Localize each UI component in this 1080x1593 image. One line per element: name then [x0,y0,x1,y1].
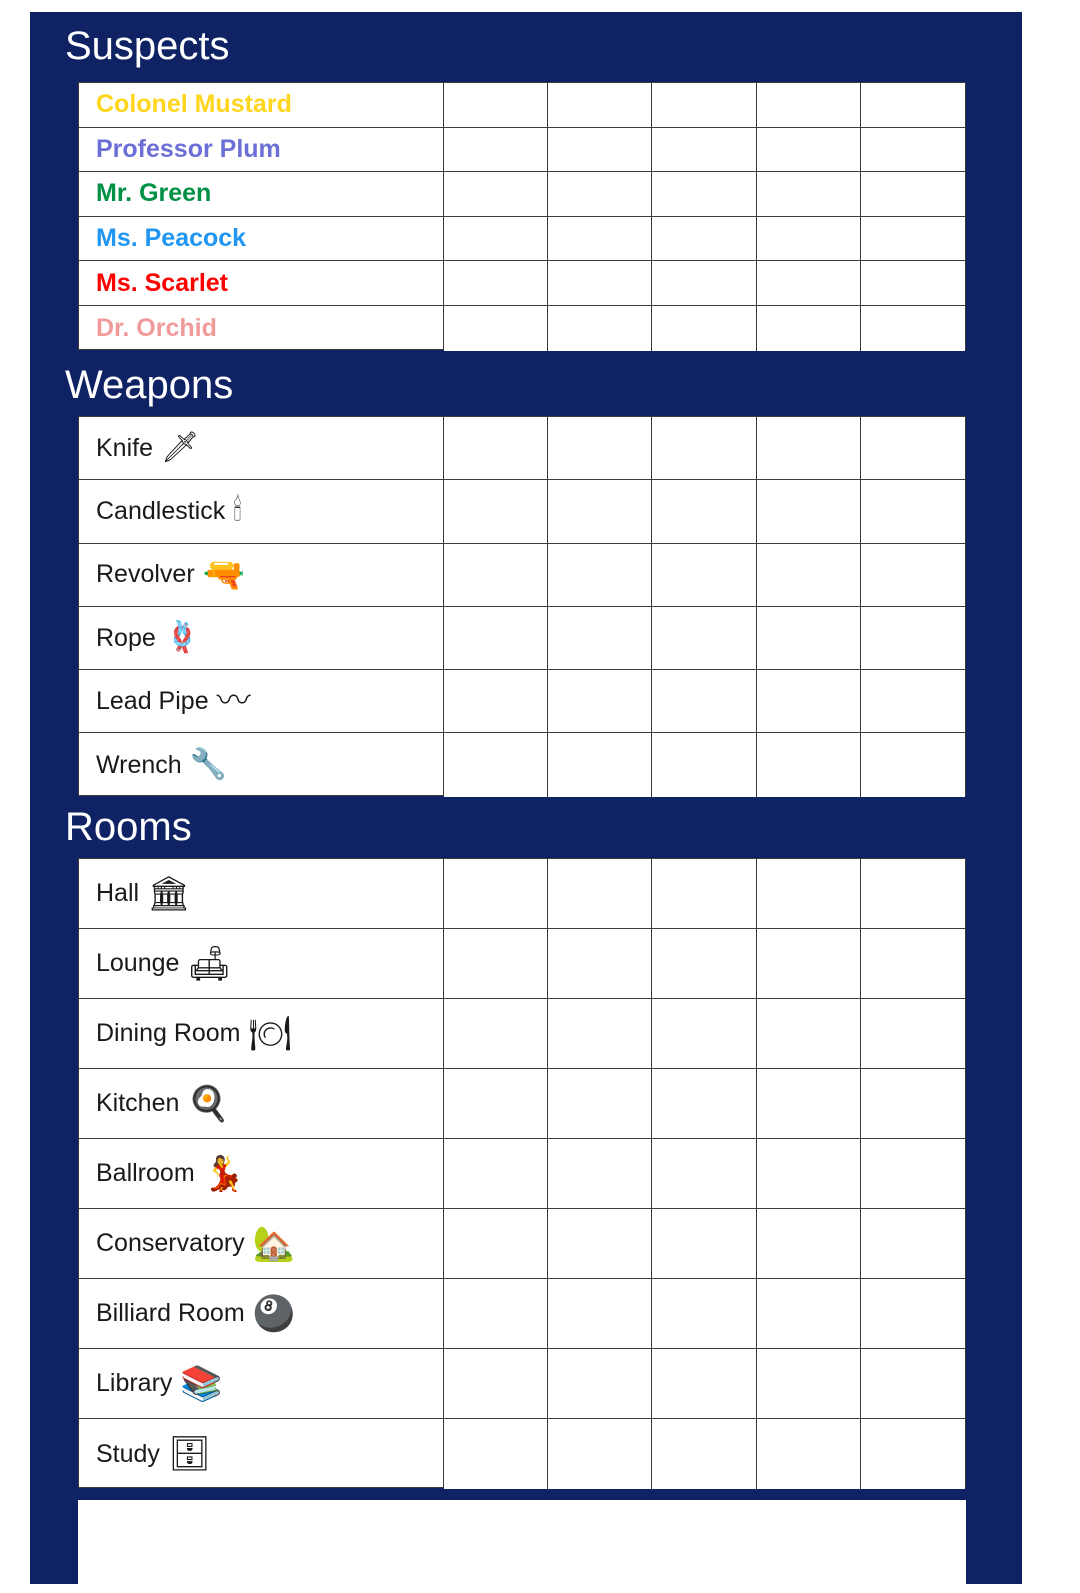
grid-cell[interactable] [861,1139,965,1209]
grid-cell[interactable] [444,1209,548,1279]
room-name: Billiard Room [96,1299,245,1327]
grid-cell[interactable] [861,859,965,929]
grid-cell[interactable] [444,480,548,543]
grid-cell[interactable] [652,929,756,999]
grid-cell[interactable] [444,1419,548,1489]
weapon-label [79,433,199,463]
stove-icon: 🍳 [187,1084,230,1123]
table-row[interactable] [79,1139,443,1209]
grid-row [444,859,965,929]
billiard-table-icon: 🎱 [252,1294,296,1333]
grid-cell[interactable] [548,1349,652,1419]
grid-cell[interactable] [757,999,861,1069]
grid-cell[interactable] [861,1349,965,1419]
grid-cell[interactable] [652,1209,756,1279]
grid-cell[interactable] [757,306,861,351]
grid-cell[interactable] [444,733,548,796]
grid-cell[interactable] [652,544,756,607]
weapon-label [79,623,201,653]
grid-cell[interactable] [861,670,965,733]
suspects-label-column [79,83,443,349]
grid-cell[interactable] [757,1209,861,1279]
grid-cell[interactable] [548,83,652,128]
grid-cell[interactable] [548,217,652,262]
grid-cell[interactable] [548,172,652,217]
table-row[interactable] [79,999,443,1069]
room-label [79,1224,296,1263]
grid-cell[interactable] [757,128,861,173]
grid-row [444,217,965,262]
table-row[interactable] [79,83,443,128]
grid-row [444,1279,965,1349]
grid-cell[interactable] [861,999,965,1069]
grid-cell[interactable] [861,929,965,999]
grid-cell[interactable] [861,733,965,796]
grid-row [444,1139,965,1209]
grid-cell[interactable] [652,417,756,480]
grid-cell[interactable] [861,1279,965,1349]
grid-row [444,607,965,670]
desk-icon: 🗄 [167,1435,212,1473]
grid-cell[interactable] [757,670,861,733]
grid-row [444,999,965,1069]
fireplace-icon: 🏛 [147,874,191,913]
grid-cell[interactable] [861,306,965,351]
wrench-icon: 🔧 [189,748,228,782]
board-right-margin [1022,12,1030,1584]
grid-cell[interactable] [861,261,965,306]
grid-cell[interactable] [652,1279,756,1349]
grid-cell[interactable] [652,1069,756,1139]
weapon-name: Knife [96,433,153,462]
grid-cell[interactable] [652,128,756,173]
table-row[interactable] [79,859,443,929]
grid-cell[interactable] [652,261,756,306]
grid-cell[interactable] [548,607,652,670]
grid-cell[interactable] [861,217,965,262]
room-name: Study [96,1439,160,1468]
grid-cell[interactable] [652,1349,756,1419]
weapons-checkbox-grid [444,417,965,795]
room-name: Kitchen [96,1089,180,1117]
suspect-name: Professor Plum [96,134,281,163]
rooms-checkbox-grid [444,859,965,1487]
suspect-name: Ms. Peacock [96,224,247,253]
table-row[interactable] [79,261,443,306]
grid-cell[interactable] [444,306,548,351]
grid-cell[interactable] [652,999,756,1069]
grid-cell[interactable] [652,670,756,733]
grid-cell[interactable] [757,83,861,128]
table-row[interactable] [79,172,443,217]
grid-cell[interactable] [444,1279,548,1349]
grid-row [444,670,965,733]
grid-cell[interactable] [757,417,861,480]
grid-cell[interactable] [548,1209,652,1279]
rooms-panel [78,858,966,1488]
grid-cell[interactable] [444,217,548,262]
greenhouse-icon: 🏡 [252,1224,296,1263]
grid-row [444,1069,965,1139]
lead-pipe-icon: 〰 [216,682,251,721]
grid-cell[interactable] [548,670,652,733]
table-row[interactable] [79,544,443,607]
weapon-name: Wrench [96,750,182,779]
room-name: Dining Room [96,1019,241,1047]
dancers-icon: 💃 [202,1154,245,1193]
weapon-name: Rope [96,623,156,652]
grid-cell[interactable] [757,1349,861,1419]
weapon-label [79,496,242,526]
suspect-name: Ms. Scarlet [96,268,229,297]
grid-cell[interactable] [757,1139,861,1209]
couch-icon: 🛋 [187,944,231,983]
grid-cell[interactable] [861,172,965,217]
table-row[interactable] [79,929,443,999]
grid-cell[interactable] [548,544,652,607]
grid-cell[interactable] [548,1419,652,1489]
grid-row [444,261,965,306]
section-heading-rooms: Rooms [65,805,192,849]
grid-row [444,83,965,128]
grid-cell[interactable] [652,607,756,670]
grid-cell[interactable] [444,607,548,670]
grid-row [444,1209,965,1279]
grid-cell[interactable] [652,1419,756,1489]
grid-row [444,544,965,607]
rooms-label-column [79,859,443,1487]
grid-cell[interactable] [652,172,756,217]
grid-cell[interactable] [444,83,548,128]
grid-cell[interactable] [444,417,548,480]
grid-cell[interactable] [652,733,756,796]
table-row[interactable] [79,217,443,262]
room-name: Lounge [96,949,180,977]
grid-cell[interactable] [757,544,861,607]
grid-cell[interactable] [757,261,861,306]
grid-cell[interactable] [548,306,652,351]
table-row[interactable] [79,733,443,796]
suspect-name: Colonel Mustard [96,90,292,119]
room-name: Conservatory [96,1229,245,1257]
table-row[interactable] [79,1069,443,1139]
table-row[interactable] [79,306,443,351]
grid-cell[interactable] [757,172,861,217]
weapon-name: Lead Pipe [96,686,209,715]
grid-cell[interactable] [652,83,756,128]
grid-cell[interactable] [757,733,861,796]
grid-cell[interactable] [757,217,861,262]
grid-cell[interactable] [548,1069,652,1139]
table-row[interactable] [79,670,443,733]
grid-cell[interactable] [861,1209,965,1279]
revolver-icon: 🔫 [202,555,245,594]
table-row[interactable] [79,607,443,670]
grid-cell[interactable] [444,1139,548,1209]
grid-cell[interactable] [757,859,861,929]
grid-cell[interactable] [444,859,548,929]
grid-cell[interactable] [548,1139,652,1209]
grid-row [444,417,965,480]
grid-cell[interactable] [548,128,652,173]
room-label [79,1084,230,1123]
footer-white-area [78,1500,966,1584]
room-label [79,1294,296,1333]
grid-row [444,306,965,351]
grid-cell[interactable] [652,1139,756,1209]
table-row[interactable] [79,417,443,480]
weapons-label-column [79,417,443,795]
grid-cell[interactable] [444,128,548,173]
section-heading-weapons: Weapons [65,363,234,407]
grid-cell[interactable] [652,306,756,351]
candlestick-icon: 🕯 [233,494,242,528]
grid-cell[interactable] [444,1349,548,1419]
grid-row [444,929,965,999]
room-label [79,874,191,913]
grid-cell[interactable] [444,544,548,607]
grid-cell[interactable] [548,999,652,1069]
room-label [79,944,231,983]
grid-cell[interactable] [444,670,548,733]
room-label [79,1014,292,1053]
grid-cell[interactable] [861,480,965,543]
rope-icon: 🪢 [163,621,202,655]
suspects-checkbox-grid [444,83,965,349]
room-label [79,1154,245,1193]
grid-cell[interactable] [861,128,965,173]
grid-row [444,733,965,796]
grid-cell[interactable] [757,480,861,543]
weapon-label [79,750,227,780]
books-icon: 📚 [180,1364,223,1403]
room-label [79,1437,211,1471]
suspects-panel [78,82,966,350]
weapon-label [79,555,245,594]
suspect-name: Dr. Orchid [96,313,217,342]
grid-cell[interactable] [757,1069,861,1139]
weapon-label [79,682,251,721]
grid-cell[interactable] [548,1279,652,1349]
grid-row [444,172,965,217]
grid-cell[interactable] [548,261,652,306]
grid-row [444,1349,965,1419]
grid-cell[interactable] [861,417,965,480]
table-row[interactable] [79,1419,443,1489]
table-row[interactable] [79,1209,443,1279]
grid-cell[interactable] [757,607,861,670]
table-row[interactable] [79,480,443,543]
grid-cell[interactable] [444,172,548,217]
grid-cell[interactable] [861,1069,965,1139]
grid-cell[interactable] [757,1419,861,1489]
weapons-panel [78,416,966,796]
room-label [79,1364,223,1403]
weapon-name: Candlestick [96,496,226,525]
weapon-name: Revolver [96,560,195,589]
grid-cell[interactable] [548,480,652,543]
grid-cell[interactable] [652,859,756,929]
grid-cell[interactable] [652,217,756,262]
grid-cell[interactable] [548,929,652,999]
table-row[interactable] [79,1279,443,1349]
room-name: Hall [96,879,140,907]
grid-cell[interactable] [861,1419,965,1489]
grid-cell[interactable] [444,1069,548,1139]
grid-cell[interactable] [548,733,652,796]
grid-cell[interactable] [861,83,965,128]
grid-cell[interactable] [548,859,652,929]
grid-cell[interactable] [757,1279,861,1349]
grid-row [444,128,965,173]
grid-cell[interactable] [444,929,548,999]
grid-cell[interactable] [652,480,756,543]
grid-row [444,1419,965,1489]
table-row[interactable] [79,1349,443,1419]
section-heading-suspects: Suspects [65,24,230,68]
room-name: Library [96,1369,173,1397]
grid-cell[interactable] [548,417,652,480]
grid-cell[interactable] [444,261,548,306]
suspect-name: Mr. Green [96,179,212,208]
grid-cell[interactable] [861,544,965,607]
grid-row [444,480,965,543]
room-name: Ballroom [96,1159,195,1187]
grid-cell[interactable] [757,929,861,999]
grid-cell[interactable] [861,607,965,670]
table-row[interactable] [79,128,443,173]
grid-cell[interactable] [444,999,548,1069]
knife-icon: 🗡 [160,431,200,465]
fork-plate-knife-icon: 🍽 [248,1014,292,1053]
